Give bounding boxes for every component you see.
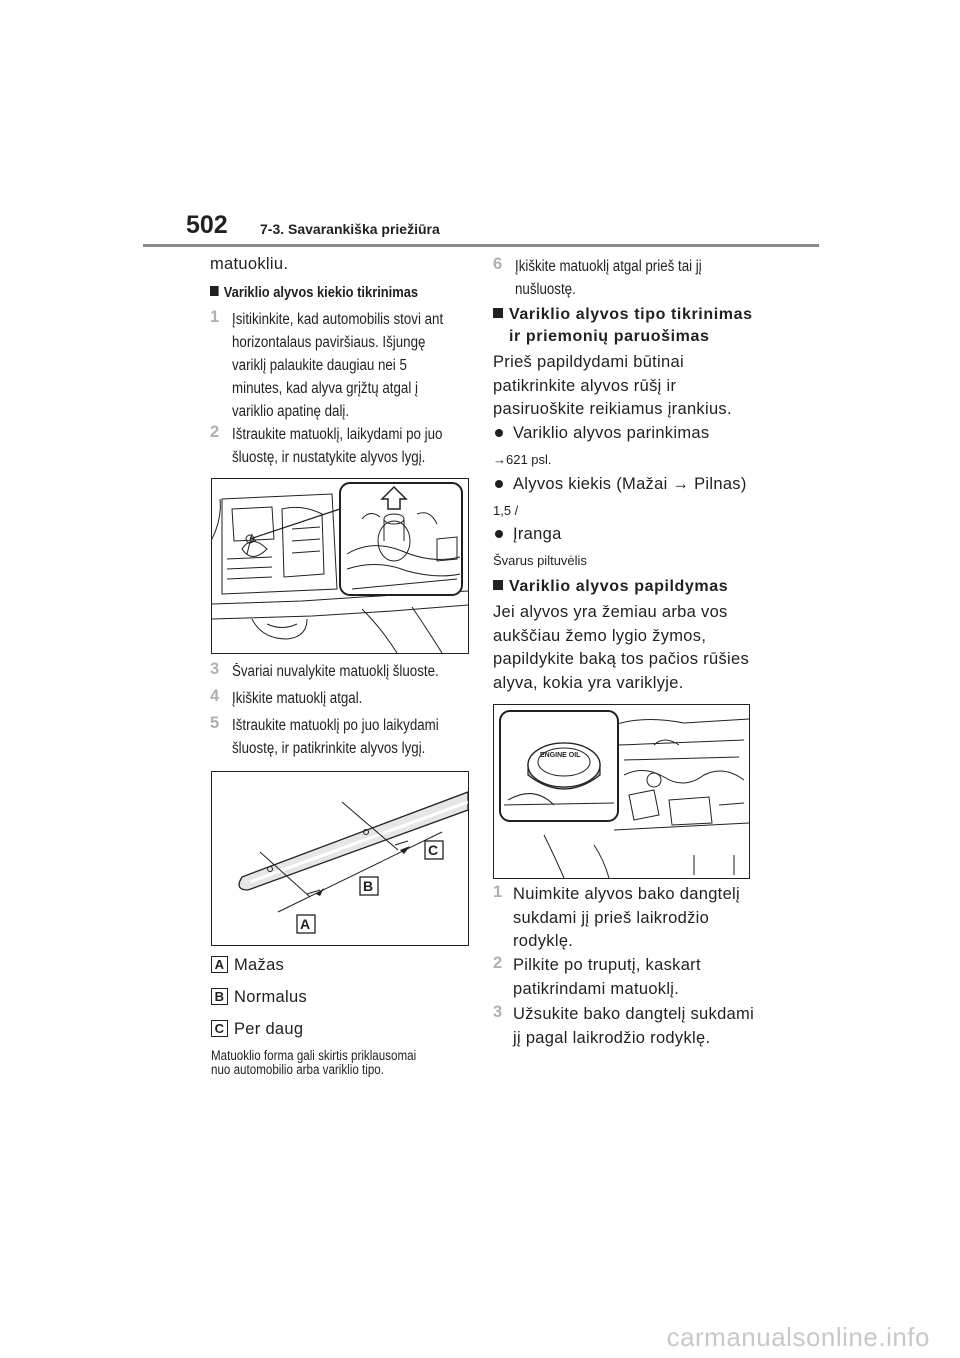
- heading-oil-level-check: Variklio alyvos kiekio tikrinimas: [210, 284, 418, 301]
- heading-oil-refill: Variklio alyvos papildymas: [493, 576, 728, 598]
- heading-oil-type: Variklio alyvos tipo tikrinimas ir priemonių paruošimas: [493, 304, 753, 348]
- label-box-a: [297, 915, 315, 933]
- oil-cap-figure: [493, 704, 750, 879]
- dipstick-inset: [340, 483, 462, 595]
- watermark[interactable]: carmanualsonline.info: [666, 1322, 930, 1352]
- label-c: C Per daug: [211, 1018, 303, 1042]
- figure-note: Matuoklio forma gali skirtis priklausomai nuo automobilio arba variklio tipo.: [211, 1048, 417, 1077]
- dipstick-level-illustration: [212, 772, 468, 945]
- engine-dipstick-illustration: [212, 479, 468, 653]
- oil-amount-value: 1,5 /: [493, 503, 519, 518]
- bullet-icon: [495, 480, 503, 488]
- section-title: 7-3. Savarankiška priežiūra: [260, 221, 440, 237]
- oil-cap-inset: [500, 711, 618, 821]
- square-bullet-icon: [210, 286, 219, 296]
- label-a: A Mažas: [211, 954, 284, 978]
- square-bullet-icon: [493, 308, 503, 318]
- label-box-b: [360, 877, 378, 895]
- paragraph-refill: Jei alyvos yra žemiau arba vos aukščiau žemo lygio žymos, papildykite baką tos pačios rūšies alyva, kokia yra variklyje.: [493, 603, 749, 692]
- engine-dipstick-figure: [211, 478, 469, 654]
- intro-text: matuokliu.: [210, 255, 289, 273]
- page-number: 502: [186, 211, 228, 239]
- equipment-value: Švarus piltuvėlis: [493, 553, 587, 568]
- label-b: B Normalus: [211, 986, 307, 1010]
- square-bullet-icon: [493, 580, 503, 590]
- label-box-c: [425, 841, 443, 859]
- paragraph-prepare: Prieš papildydami būtinai patikrinkite alyvos rūšį ir pasiruoškite reikiamus įrankius.: [493, 353, 732, 418]
- svg-text:B: B: [363, 878, 374, 894]
- bullet-icon: [495, 530, 503, 538]
- svg-text:ENGINE OIL: ENGINE OIL: [540, 752, 581, 759]
- bullet-oil-selection: Variklio alyvos parinkimas: [493, 422, 709, 446]
- page-reference[interactable]: →621 psl.: [493, 452, 552, 467]
- bullet-icon: [495, 429, 503, 437]
- svg-text:A: A: [300, 916, 311, 932]
- header-rule: [143, 244, 819, 247]
- dipstick-level-figure: [211, 771, 469, 946]
- oil-cap-illustration: [494, 705, 749, 878]
- bullet-equipment: Įranga: [493, 523, 562, 547]
- svg-text:C: C: [428, 842, 439, 858]
- bullet-oil-amount: Alyvos kiekis (Mažai → Pilnas): [493, 473, 747, 497]
